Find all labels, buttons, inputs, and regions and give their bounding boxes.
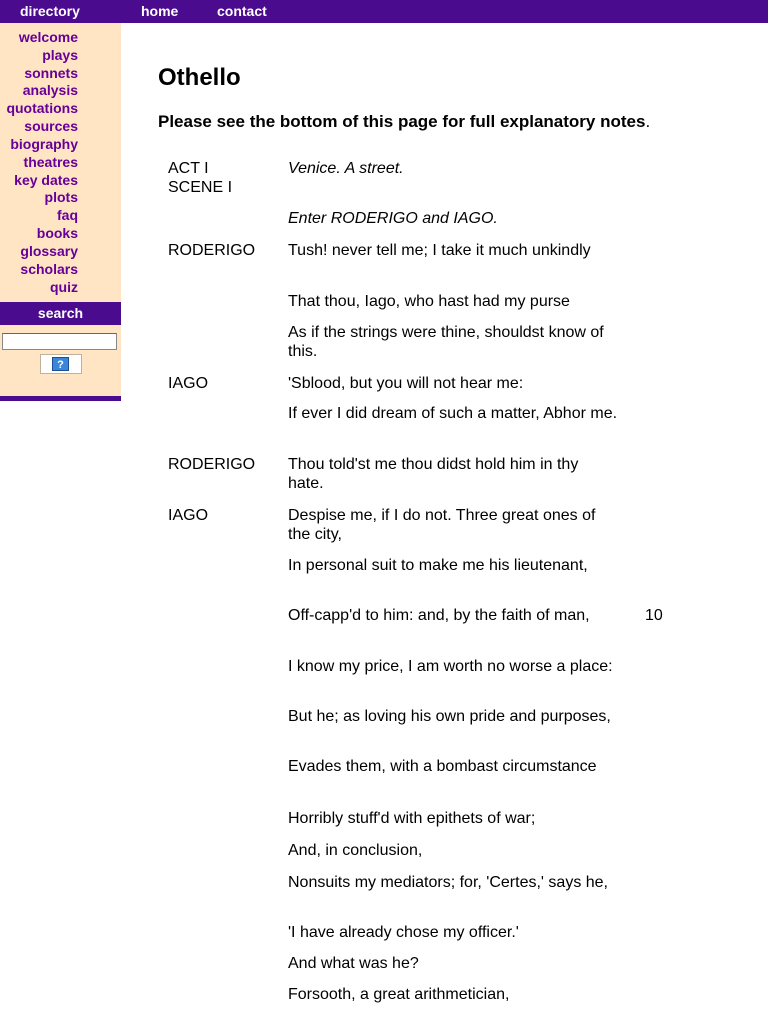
speaker-name: IAGO [168, 375, 209, 392]
sidebar-bottom-divider [0, 396, 121, 401]
verse-line: That thou, Iago, who hast had my purse [288, 293, 570, 310]
sidebar-item-biography[interactable]: biography [10, 136, 78, 152]
sidebar-item-plots[interactable]: plots [44, 189, 78, 205]
speaker-name: IAGO [168, 507, 209, 524]
search-button[interactable] [40, 354, 82, 374]
explanatory-note-period: . [645, 112, 651, 131]
sidebar-item-theatres[interactable]: theatres [23, 154, 78, 170]
verse-line: But he; as loving his own pride and purposes, [288, 708, 611, 725]
question-icon: ? [52, 357, 69, 371]
verse-line: Forsooth, a great arithmetician, [288, 986, 510, 1003]
sidebar-item-quotations[interactable]: quotations [6, 100, 78, 116]
verse-line: As if the strings were thine, shouldst know of this. [288, 324, 604, 360]
search-heading: search [0, 302, 121, 325]
sidebar-item-quiz[interactable]: quiz [50, 279, 78, 295]
verse-line: I know my price, I am worth no worse a place: [288, 658, 613, 675]
scene-label: SCENE I [168, 179, 233, 196]
verse-line: Nonsuits my mediators; for, 'Certes,' says he, [288, 874, 608, 891]
explanatory-note-text: Please see the bottom of this page for full explanatory notes [158, 112, 646, 131]
verse-line: And, in conclusion, [288, 842, 423, 859]
sidebar-item-plays[interactable]: plays [42, 47, 78, 63]
explanatory-note [158, 112, 650, 132]
setting-text: Venice. A street. [288, 160, 404, 177]
speaker-name: RODERIGO [168, 242, 256, 259]
verse-line: Off-capp'd to him: and, by the faith of man, [288, 607, 590, 624]
act-label: ACT I [168, 160, 209, 177]
speaker-name: RODERIGO [168, 456, 256, 473]
sidebar-item-glossary[interactable]: glossary [20, 243, 78, 259]
top-nav-bar [0, 0, 768, 23]
nav-contact-link[interactable]: contact [217, 3, 267, 19]
verse-line: Tush! never tell me; I take it much unkindly [288, 242, 591, 259]
verse-line: Despise me, if I do not. Three great ones of the city, [288, 507, 596, 543]
verse-line: Horribly stuff'd with epithets of war; [288, 810, 536, 827]
sidebar-item-sources[interactable]: sources [24, 118, 78, 134]
sidebar-item-analysis[interactable]: analysis [22, 82, 78, 98]
stage-direction: Enter RODERIGO and IAGO. [288, 210, 498, 227]
sidebar-item-books[interactable]: books [36, 225, 78, 241]
sidebar-item-scholars[interactable]: scholars [20, 261, 78, 277]
verse-line: If ever I did dream of such a matter, Abhor me. [288, 405, 618, 422]
search-input[interactable] [2, 333, 117, 350]
verse-line: And what was he? [288, 955, 419, 972]
sidebar-item-faq[interactable]: faq [57, 207, 78, 223]
sidebar-item-key-dates[interactable]: key dates [14, 172, 78, 188]
nav-directory[interactable]: directory [20, 3, 80, 19]
verse-line: 'Sblood, but you will not hear me: [288, 375, 524, 392]
verse-line: Thou told'st me thou didst hold him in thy hate. [288, 456, 579, 492]
verse-line: 'I have already chose my officer.' [288, 924, 519, 941]
sidebar-item-welcome[interactable]: welcome [18, 29, 78, 45]
verse-line: Evades them, with a bombast circumstance [288, 758, 597, 775]
page-title: Othello [158, 64, 241, 91]
nav-home-link[interactable]: home [141, 3, 179, 19]
verse-line: In personal suit to make me his lieutenant, [288, 557, 588, 574]
sidebar-item-sonnets[interactable]: sonnets [24, 65, 78, 81]
line-number: 10 [645, 607, 663, 624]
